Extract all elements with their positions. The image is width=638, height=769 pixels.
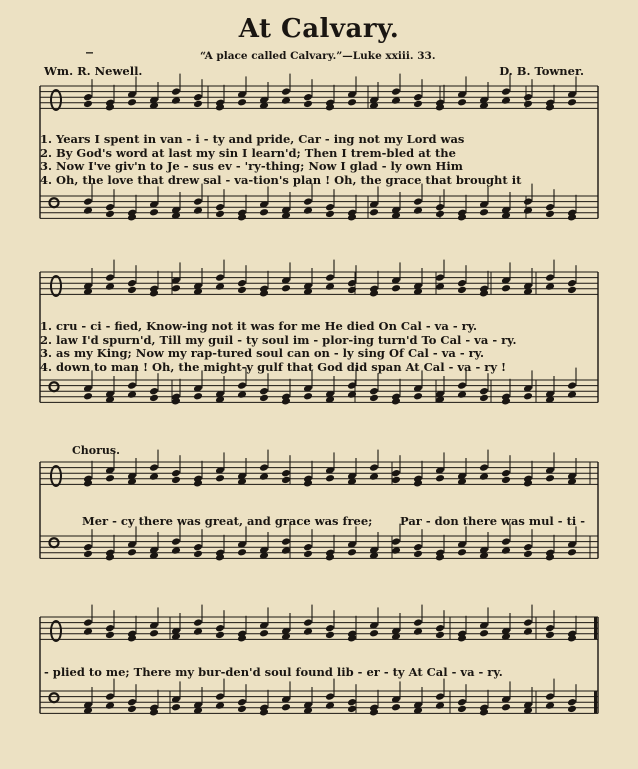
bass-staff-4-note	[347, 705, 357, 714]
treble-staff-4-note	[545, 631, 555, 640]
scripture-reference: “A place called Calvary.”—Luke xxiii. 33.	[200, 50, 436, 62]
treble-staff-3-note	[501, 476, 511, 485]
stanza-1-line-1: 1. Years I spent in van - i - ty and pride, Car - ing not my Lord was	[40, 132, 465, 146]
treble-staff-4-note	[479, 629, 489, 638]
bass-staff-3-note	[83, 550, 93, 559]
treble-staff-4-note	[325, 631, 335, 640]
treble-staff-4-note	[105, 631, 115, 640]
hymn-title: At Calvary.	[238, 14, 400, 44]
bass-clef-icon	[50, 693, 59, 702]
bass-staff-3-note	[127, 548, 137, 557]
bass-staff-4-note	[457, 705, 467, 714]
treble-staff-3-note	[105, 474, 115, 483]
bass-staff-2-note	[149, 394, 159, 403]
stanza-1-line-2: 1. cru - ci - fied, Know-ing not it was for me He died On Cal - va - ry.	[40, 319, 478, 333]
bass-staff-1-note	[545, 210, 555, 219]
bass-staff-1-note	[325, 210, 335, 219]
bass-staff-3-note	[523, 550, 533, 559]
page-mark: _	[86, 38, 93, 54]
treble-staff-2-note	[237, 286, 247, 295]
treble-staff-4-note	[369, 629, 379, 638]
final-barline	[594, 691, 597, 713]
treble-staff-2-note	[391, 284, 401, 293]
treble-staff-3-note	[545, 474, 555, 483]
bass-staff-3-note	[457, 548, 467, 557]
treble-clef-icon	[51, 466, 61, 486]
treble-staff-4-note	[215, 631, 225, 640]
treble-staff-2-note	[567, 286, 577, 295]
stanza-3-line-2: 3. as my King; Now my rap-tured soul can on - ly sing Of Cal - va - ry.	[40, 346, 485, 360]
stanza-lyrics-system-2	[40, 320, 606, 374]
treble-staff-1-note	[523, 100, 533, 109]
bass-staff-2-note	[193, 392, 203, 401]
treble-staff-1-note	[413, 100, 423, 109]
stanza-4-line-2: 4. down to man ! Oh, the might-y gulf that God did span At Cal - va - ry !	[40, 359, 507, 374]
treble-staff-1-note	[193, 100, 203, 109]
stanza-4-line-1: 4. Oh, the love that drew sal - va-tion's plan ! Oh, the grace that brought it	[40, 172, 522, 187]
treble-staff-4-note	[435, 631, 445, 640]
treble-staff-4-note	[259, 629, 269, 638]
bass-staff-2-note	[259, 394, 269, 403]
treble-staff-1-note	[83, 100, 93, 109]
bass-staff-4-note	[281, 703, 291, 712]
treble-staff-1-note	[457, 98, 467, 107]
composer-credit: D. B. Towner.	[499, 64, 584, 78]
bass-staff-4-note	[567, 705, 577, 714]
chorus-lyric-1: Mer - cy there was great, and grace was free;	[82, 514, 373, 528]
final-barline	[594, 617, 597, 639]
treble-staff-3-note	[391, 476, 401, 485]
bass-staff-1-note	[215, 210, 225, 219]
chorus-label: Chorus.	[72, 444, 120, 457]
bass-staff-4-note	[391, 703, 401, 712]
bass-clef-icon	[50, 538, 59, 547]
bass-staff-2-note	[413, 392, 423, 401]
bass-staff-1-note	[435, 210, 445, 219]
bass-staff-2-note	[479, 394, 489, 403]
bass-staff-4-note	[501, 703, 511, 712]
treble-clef-icon	[51, 90, 61, 110]
treble-staff-1-note	[127, 98, 137, 107]
treble-staff-3-note	[171, 476, 181, 485]
lyricist-credit: Wm. R. Newell.	[44, 64, 143, 78]
bass-staff-1-note	[369, 208, 379, 217]
treble-staff-1-note	[347, 98, 357, 107]
bass-staff-2-note	[523, 392, 533, 401]
bass-staff-4-note	[237, 705, 247, 714]
bass-clef-icon	[50, 198, 59, 207]
treble-clef-icon	[51, 621, 61, 641]
bass-staff-1-note	[479, 208, 489, 217]
treble-clef-icon	[51, 276, 61, 296]
treble-staff-3-note	[435, 474, 445, 483]
bass-staff-3-note	[567, 548, 577, 557]
bass-staff-4-note	[127, 705, 137, 714]
bass-staff-3-note	[193, 550, 203, 559]
treble-staff-1-note	[237, 98, 247, 107]
stanza-2-line-1: 2. By God's word at last my sin I learn'd; Then I trem-bled at the	[40, 145, 456, 160]
bass-staff-1-note	[149, 208, 159, 217]
chorus-lyric-3: - plied to me; There my bur-den'd soul found lib - er - ty At Cal - va - ry.	[44, 665, 503, 679]
chorus-lyric-2: Par - don there was mul - ti -	[400, 514, 586, 528]
bass-staff-1-note	[105, 210, 115, 219]
treble-staff-3-note	[215, 474, 225, 483]
bass-staff-3-note	[303, 550, 313, 559]
bass-staff-3-note	[347, 548, 357, 557]
stanza-lyrics-system-1	[40, 133, 606, 187]
treble-staff-1-note	[303, 100, 313, 109]
treble-staff-2-note	[127, 286, 137, 295]
treble-staff-1-note	[567, 98, 577, 107]
bass-staff-4-note	[171, 703, 181, 712]
treble-staff-2-note	[171, 284, 181, 293]
stanza-3-line-1: 3. Now I've giv'n to Je - sus ev - 'ry-thing; Now I glad - ly own Him	[40, 159, 463, 173]
bass-staff-2-note	[303, 392, 313, 401]
bass-staff-3-note	[237, 548, 247, 557]
treble-staff-2-note	[501, 284, 511, 293]
bass-clef-icon	[50, 382, 59, 391]
treble-staff-3-note	[325, 474, 335, 483]
treble-staff-2-note	[457, 286, 467, 295]
treble-staff-2-note	[281, 284, 291, 293]
stanza-2-line-2: 2. law I'd spurn'd, Till my guil - ty soul im - plor-ing turn'd To Cal - va - ry.	[40, 332, 517, 347]
bass-staff-3-note	[413, 550, 423, 559]
bass-staff-2-note	[83, 392, 93, 401]
treble-staff-3-note	[281, 476, 291, 485]
bass-staff-2-note	[369, 394, 379, 403]
treble-staff-4-note	[149, 629, 159, 638]
bass-staff-1-note	[259, 208, 269, 217]
